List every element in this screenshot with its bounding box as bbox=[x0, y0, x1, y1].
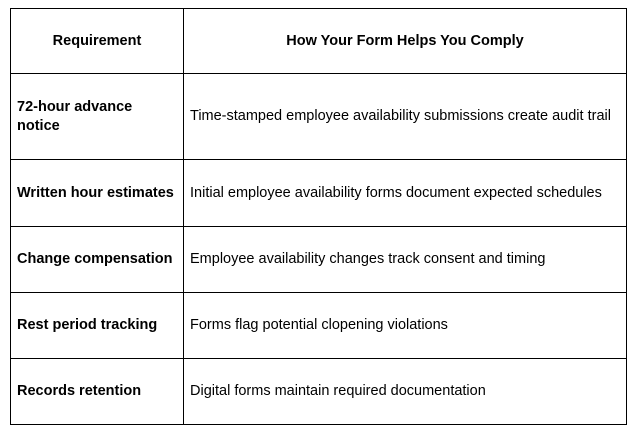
compliance-table bbox=[10, 8, 627, 425]
compliance-cell: Digital forms maintain required documentation bbox=[184, 359, 627, 425]
table-row bbox=[11, 160, 627, 227]
compliance-cell: Employee availability changes track consent and timing bbox=[184, 227, 627, 293]
requirement-cell: Rest period tracking bbox=[11, 293, 184, 359]
table-row bbox=[11, 293, 627, 359]
compliance-cell: Forms flag potential clopening violations bbox=[184, 293, 627, 359]
requirement-cell: Written hour estimates bbox=[11, 160, 184, 227]
requirement-cell: Change compensation bbox=[11, 227, 184, 293]
requirement-cell: 72-hour advance notice bbox=[11, 74, 184, 160]
compliance-cell: Time-stamped employee availability submissions create audit trail bbox=[184, 74, 627, 160]
compliance-cell: Initial employee availability forms document expected schedules bbox=[184, 160, 627, 227]
table-header-row bbox=[11, 9, 627, 74]
table-row bbox=[11, 359, 627, 425]
header-requirement: Requirement bbox=[11, 9, 184, 74]
table-row bbox=[11, 227, 627, 293]
table-row bbox=[11, 74, 627, 160]
requirement-cell: Records retention bbox=[11, 359, 184, 425]
compliance-table-container bbox=[10, 8, 626, 427]
header-compliance: How Your Form Helps You Comply bbox=[184, 9, 627, 74]
